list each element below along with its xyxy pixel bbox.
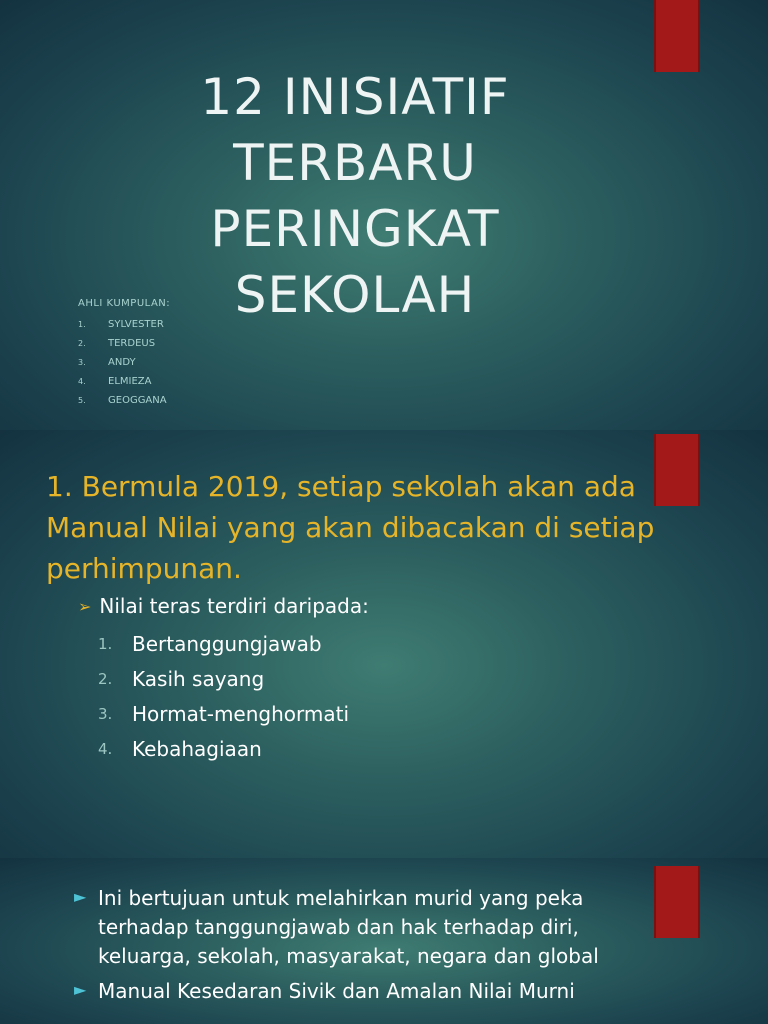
arrow-bullet-icon: ➢ — [78, 596, 92, 616]
list-text: Ini bertujuan untuk melahirkan murid yang peka terhadap tanggungjawab dan hak terhadap diri, keluarga, sekolah, masyarakat, negara dan global — [98, 886, 599, 968]
list-text: Kebahagiaan — [132, 736, 262, 761]
list-text: Manual Kesedaran Sivik dan Amalan Nilai Murni — [98, 979, 575, 1003]
member-name: SYLVESTER — [108, 319, 164, 330]
list-number: 4. — [98, 739, 113, 758]
list-item — [74, 977, 634, 1006]
member-name: ELMIEZA — [108, 376, 152, 387]
member-item — [78, 372, 170, 391]
member-number: 1. — [78, 320, 86, 329]
slide-title-text: 12 INISIATIF TERBARU PERINGKAT SEKOLAH — [200, 67, 510, 324]
member-number: 3. — [78, 358, 86, 367]
member-number: 4. — [78, 377, 86, 386]
lead-text: Nilai teras terdiri daripada: — [99, 594, 369, 618]
member-name: ANDY — [108, 357, 136, 368]
member-name: GEOGGANA — [108, 395, 167, 406]
list-text: Kasih sayang — [132, 666, 265, 691]
slide-title — [0, 0, 768, 430]
member-item — [78, 353, 170, 372]
member-number: 2. — [78, 339, 86, 348]
accent-bar — [654, 866, 700, 938]
list-item — [98, 696, 349, 731]
group-members — [78, 298, 170, 410]
member-number: 5. — [78, 396, 86, 405]
member-name: TERDEUS — [108, 338, 156, 349]
slide-heading: 1. Bermula 2019, setiap sekolah akan ada Manual Nilai yang akan dibacakan di setiap perhimpunan. — [46, 470, 655, 585]
slide-manual-nilai — [0, 430, 768, 858]
list-number: 2. — [98, 669, 113, 688]
triangle-bullet-icon: ► — [74, 980, 87, 999]
list-item — [98, 626, 349, 661]
member-item — [78, 315, 170, 334]
list-text: Hormat-menghormati — [132, 701, 350, 726]
lead-bullet-item — [78, 594, 369, 618]
list-number: 1. — [98, 634, 113, 653]
list-number: 3. — [98, 704, 113, 723]
objectives-list — [74, 884, 634, 1012]
list-text: Bertanggungjawab — [132, 631, 322, 656]
list-item — [98, 661, 349, 696]
member-item — [78, 391, 170, 410]
list-item — [74, 884, 634, 971]
core-values-list — [98, 626, 349, 766]
list-item — [98, 731, 349, 766]
triangle-bullet-icon: ► — [74, 887, 87, 906]
member-item — [78, 334, 170, 353]
members-heading: AHLI KUMPULAN: — [78, 298, 171, 309]
accent-bar — [654, 0, 700, 72]
slide-objectives — [0, 858, 768, 1024]
